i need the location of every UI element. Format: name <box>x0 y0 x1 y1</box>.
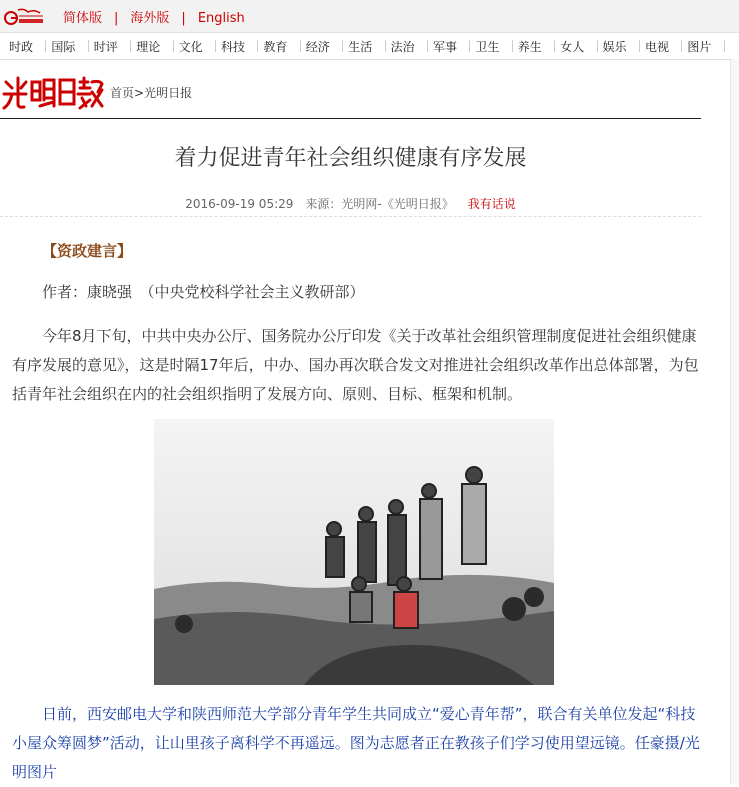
publish-date: 2016-09-19 05:29 <box>185 197 294 211</box>
photo-caption: 日前，西安邮电大学和陕西师范大学部分青年学生共同成立“爱心青年帮”，联合有关单位发起“科技小屋众筹圆梦”活动，让山里孩子离科学不再遥远。图为志愿者正在教孩子们学习使用望远镜。任豪摄/光明图片 <box>12 705 700 781</box>
article-photo <box>154 419 554 685</box>
nav-divider <box>45 40 46 52</box>
nav-item[interactable]: 科技 <box>221 40 246 54</box>
nav-item[interactable]: 经济 <box>305 40 330 54</box>
nav-divider <box>554 40 555 52</box>
nav-item[interactable]: 养生 <box>517 40 542 54</box>
nav-divider <box>173 40 174 52</box>
nav-item[interactable]: 电视 <box>645 40 670 54</box>
header-divider <box>0 118 701 119</box>
nav-item[interactable]: 图片 <box>687 40 712 54</box>
nav-item[interactable]: 教育 <box>263 40 288 54</box>
link-separator: | <box>181 11 186 26</box>
nav-divider <box>427 40 428 52</box>
nav-divider <box>88 40 89 52</box>
nav-divider <box>342 40 343 52</box>
nav-item[interactable]: 国际 <box>51 40 76 54</box>
meta-divider <box>0 216 701 217</box>
nav-item[interactable]: 文化 <box>178 40 203 54</box>
nav-item[interactable]: 军事 <box>433 40 458 54</box>
guangming-daily-logo[interactable] <box>2 74 104 110</box>
nav-item[interactable]: 理论 <box>136 40 161 54</box>
nav-item[interactable]: 时评 <box>93 40 118 54</box>
nav-divider <box>215 40 216 52</box>
nav-divider <box>639 40 640 52</box>
link-overseas[interactable]: 海外版 <box>130 11 170 26</box>
page-scrollbar[interactable] <box>730 59 739 784</box>
nav-item[interactable]: 生活 <box>348 40 373 54</box>
nav-divider <box>385 40 386 52</box>
top-links <box>63 7 245 26</box>
gmw-logo[interactable] <box>3 6 47 26</box>
nav-divider <box>681 40 682 52</box>
nav-item[interactable]: 时政 <box>9 40 34 54</box>
link-simplified[interactable]: 简体版 <box>63 11 103 26</box>
top-bar <box>0 0 739 33</box>
nav-item[interactable]: 法治 <box>390 40 415 54</box>
article-source[interactable]: 来源：光明网-《光明日报》 <box>305 197 454 211</box>
column-tag: 【资政建言】 <box>42 242 133 260</box>
article-title: 着力促进青年社会组织健康有序发展 <box>174 146 527 171</box>
nav-divider <box>724 40 725 52</box>
article-meta <box>0 195 701 212</box>
nav-item[interactable]: 娱乐 <box>602 40 627 54</box>
breadcrumb <box>110 84 192 101</box>
breadcrumb-home[interactable]: 首页 <box>110 86 135 100</box>
nav-divider <box>300 40 301 52</box>
link-separator: | <box>114 11 119 26</box>
article-paragraph: 今年8月下旬，中共中央办公厅、国务院办公厅印发《关于改革社会组织管理制度促进社会组织健康有序发展的意见》，这是时隔17年后，中办、国办再次联合发文对推进社会组织改革作出总体部署，为包括青年社会组织在内的社会组织指明了发展方向、原则、目标、框架和机制。 <box>12 327 699 403</box>
breadcrumb-section[interactable]: 光明日报 <box>144 86 193 100</box>
link-english[interactable]: English <box>197 11 245 26</box>
article-author: 作者：康晓强 （中央党校科学社会主义教研部） <box>42 283 365 301</box>
nav-divider <box>512 40 513 52</box>
channel-nav <box>0 33 739 60</box>
nav-divider <box>469 40 470 52</box>
nav-divider <box>597 40 598 52</box>
breadcrumb-arrow: > <box>134 86 145 100</box>
nav-divider <box>130 40 131 52</box>
nav-divider <box>257 40 258 52</box>
comment-link[interactable]: 我有话说 <box>467 197 516 211</box>
nav-item[interactable]: 女人 <box>560 40 585 54</box>
nav-item[interactable]: 卫生 <box>475 40 500 54</box>
